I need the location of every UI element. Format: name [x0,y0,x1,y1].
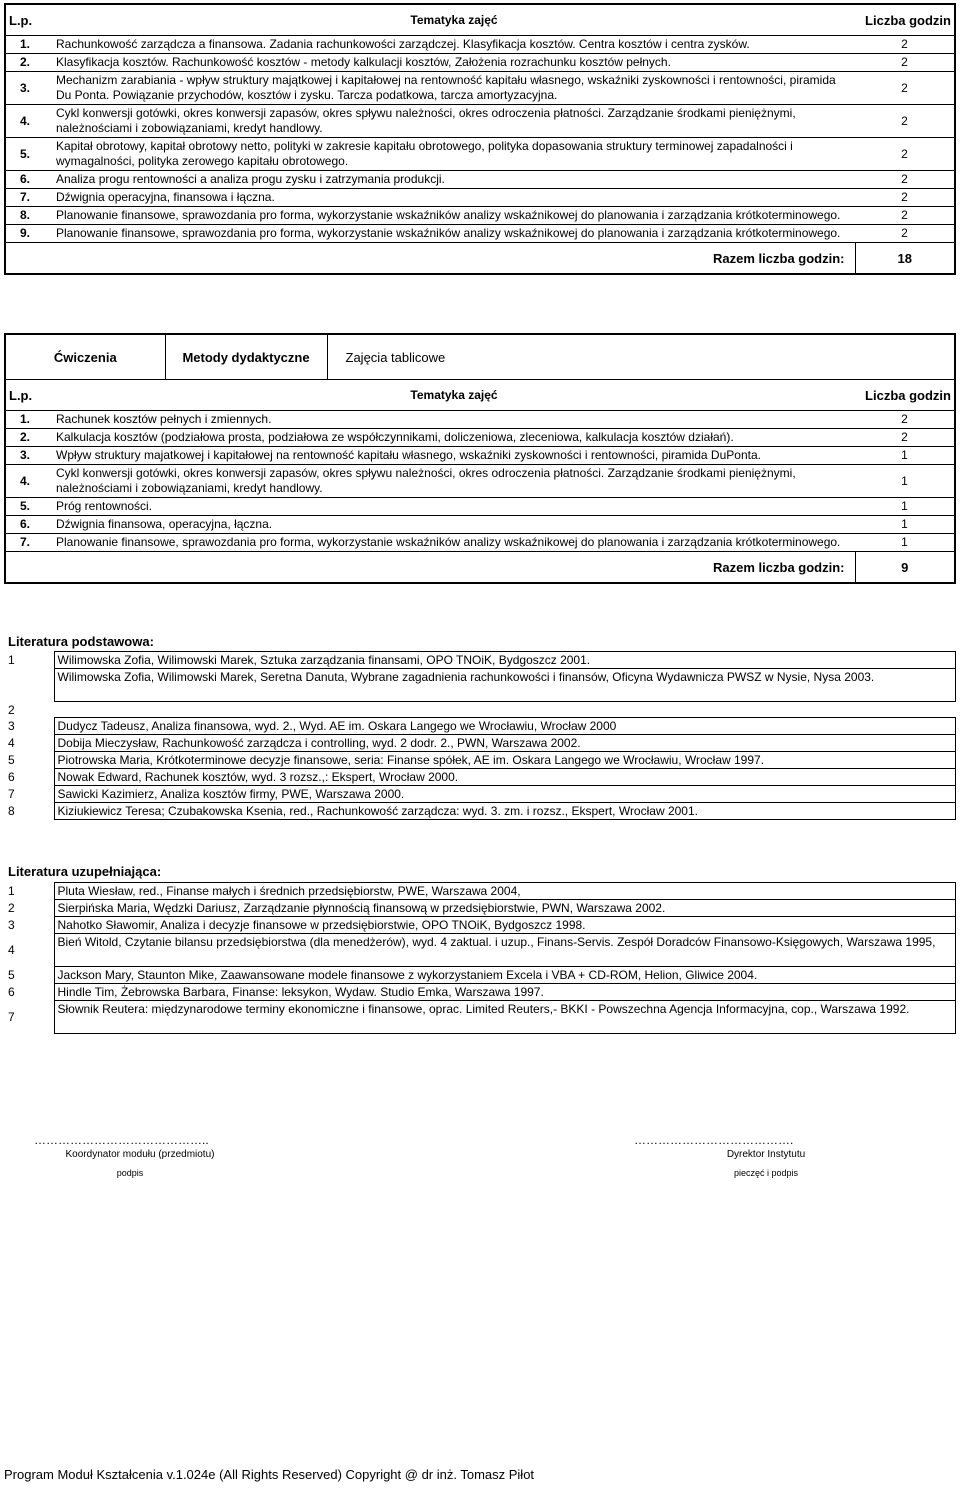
list-item [4,652,956,669]
list-item [4,669,956,702]
row-number: 6. [5,171,53,189]
list-item [4,752,956,769]
row-hours: 2 [855,429,955,447]
list-item [4,967,956,984]
list-item [4,1001,956,1034]
item-text: Hindle Tim, Żebrowska Barbara, Finanse: leksykon, Wydaw. Studio Emka, Warszawa 1997. [54,984,956,1001]
table-row [5,189,955,207]
header-topic: Tematyka zajęć [410,12,498,27]
total-row [5,552,955,584]
row-hours: 2 [855,72,955,105]
row-number: 1. [5,36,53,54]
table-row [5,534,955,552]
literature-extra-list [4,882,956,1034]
table-row [5,171,955,189]
row-topic: Planowanie finansowe, sprawozdania pro forma, wykorzystanie wskaźników analizy wskaźnikowej do planowania i zarządzania krótkoterminowego. [53,534,855,552]
row-number: 4. [5,105,53,138]
total-row [5,243,955,275]
row-topic: Planowanie finansowe, sprawozdania pro forma, wykorzystanie wskaźników analizy wskaźnikowej do planowania i zarządzania krótkoterminowego. [53,207,855,225]
table-row [5,225,955,243]
exercises-table [4,333,956,584]
tab-exercises: Ćwiczenia [5,334,165,380]
row-topic: Wpływ struktury majatkowej i kapitałowej na rentowność kapitału własnego, wskaźniki zyskowności i rentowności, piramida DuPonta. [53,447,855,465]
table-row [5,138,955,171]
item-number: 1 [8,884,15,898]
list-item [4,718,956,735]
total-label: Razem liczba godzin: [5,552,855,584]
row-hours: 2 [855,105,955,138]
row-topic: Rachunek kosztów pełnych i zmiennych. [53,411,855,429]
item-text [54,702,956,718]
item-text: Bień Witold, Czytanie bilansu przedsiębiorstwa (dla menedżerów), wyd. 4 zaktual. i uzup., Finans-Servis. Zespół Doradców Finansowo-Księgowych, Warszawa 1995, [54,934,956,967]
row-number: 1. [5,411,53,429]
row-number: 4. [5,465,53,498]
row-hours: 1 [855,447,955,465]
row-topic: Planowanie finansowe, sprawozdania pro forma, wykorzystanie wskaźników analizy wskaźnikowej do planowania i zarządzania krótkoterminowego. [53,225,855,243]
row-topic: Klasyfikacja kosztów. Rachunkowość kosztów - metody kalkulacji kosztów, Założenia rozrachunku kosztów pełnych. [53,54,855,72]
table-row [5,447,955,465]
exercises-header-row [5,380,955,411]
item-text: Jackson Mary, Staunton Mike, Zaawansowane modele finansowe z wykorzystaniem Excela i VBA + CD-ROM, Helion, Gliwice 2004. [54,967,956,984]
row-topic: Analiza progu rentowności a analiza progu zysku i zatrzymania produkcji. [53,171,855,189]
item-text: Słownik Reutera: międzynarodowe terminy ekonomiczne i finansowe, oprac. Limited Reuters,- BKKI - Powszechna Agencja Informacyjna, cop., Warszawa 1992. [54,1001,956,1034]
item-number: 7 [8,1010,15,1024]
row-hours: 2 [855,138,955,171]
row-number: 3. [5,72,53,105]
table-row [5,72,955,105]
table-row [5,54,955,72]
coordinator-sublabel: podpis [116,1168,144,1178]
signature-line-left: …………………………………….. [34,1133,209,1147]
header-hours: Liczba godzin [865,12,951,28]
list-item [4,883,956,900]
row-topic: Kalkulacja kosztów (podziałowa prosta, podziałowa ze współczynnikami, doliczeniowa, zleceniowa, kalkulacja kosztów działań). [53,429,855,447]
list-item [4,803,956,820]
literature-basic-list [4,651,956,820]
item-number: 2 [8,702,15,717]
item-number: 4 [8,943,15,957]
tab-board-classes: Zajęcia tablicowe [345,349,446,365]
item-number: 7 [8,787,15,801]
row-topic: Dźwignia operacyjna, finansowa i łączna. [53,189,855,207]
signature-line-right: …………………………………. [634,1133,794,1147]
director-sublabel: pieczęć i podpis [733,1168,799,1178]
header-lp: L.p. [9,12,33,28]
row-hours: 2 [855,189,955,207]
literature-extra-heading: Literatura uzupełniająca: [8,864,162,879]
row-topic: Cykl konwersji gotówki, okres konwersji zapasów, okres spływu należności, okres odroczenia płatności. Zarządzanie środkami pieniężnymi, należnościami i zobowiązaniami, kredyt handlowy. [53,465,855,498]
item-text: Piotrowska Maria, Krótkoterminowe decyzje finansowe, seria: Finanse spółek, AE im. Oskara Langego we Wrocławiu, Wrocław 1997. [54,752,956,769]
item-number: 3 [8,918,15,932]
item-number: 6 [8,770,15,784]
row-hours: 2 [855,225,955,243]
header-lp: L.p. [5,380,53,411]
row-number: 7. [5,189,53,207]
row-number: 2. [5,54,53,72]
row-topic: Mechanizm zarabiania - wpływ struktury majątkowej i kapitałowej na rentowność kapitału własnego, wskaźniki zyskowności i rentowności, piramida Du Ponta. Powiązanie przychodów, kosztów i zysku. Tarcza podatkowa, tarcza amortyzacyjna. [53,72,855,105]
row-topic: Próg rentowności. [53,498,855,516]
row-hours: 1 [855,465,955,498]
exercises-tabs-row [5,334,955,380]
list-item [4,735,956,752]
header-topic: Tematyka zajęć [53,380,855,411]
item-number: 8 [8,804,15,818]
item-text: Dobija Mieczysław, Rachunkowość zarządcza i controlling, wyd. 2 dodr. 2., PWN, Warszawa 2002. [54,735,956,752]
item-text: Sierpińska Maria, Wędzki Dariusz, Zarządzanie płynnością finansową w przedsiębiorstwie, PWN, Warszawa 2002. [54,900,956,917]
row-number: 5. [5,498,53,516]
item-number: 1 [8,653,15,667]
item-text: Dudycz Tadeusz, Analiza finansowa, wyd. 2., Wyd. AE im. Oskara Langego we Wrocławiu, Wrocław 2000 [54,718,956,735]
item-text: Wilimowska Zofia, Wilimowski Marek, Sztuka zarządzania finansami, OPO TNOiK, Bydgoszcz 2001. [54,652,956,669]
table-row [5,36,955,54]
row-hours: 2 [855,36,955,54]
list-item [4,984,956,1001]
row-hours: 2 [855,411,955,429]
table-row [5,105,955,138]
list-item [4,900,956,917]
list-item [4,917,956,934]
row-number: 2. [5,429,53,447]
row-hours: 2 [855,171,955,189]
item-number: 6 [8,985,15,999]
item-number [4,669,54,702]
item-text: Pluta Wiesław, red., Finanse małych i średnich przedsiębiorstw, PWE, Warszawa 2004, [54,883,956,900]
lectures-header-row [5,4,955,36]
coordinator-label: Koordynator modułu (przedmiotu) [65,1149,215,1160]
item-text: Sawicki Kazimierz, Analiza kosztów firmy, PWE, Warszawa 2000. [54,786,956,803]
header-hours: Liczba godzin [855,380,955,411]
list-item [4,769,956,786]
table-row [5,207,955,225]
list-item [4,786,956,803]
table-row [5,465,955,498]
row-number: 5. [5,138,53,171]
item-number: 3 [8,719,15,733]
row-topic: Dźwignia finansowa, operacyjna, łączna. [53,516,855,534]
row-hours: 2 [855,207,955,225]
total-value: 9 [855,552,955,584]
item-number: 2 [8,901,15,915]
row-number: 7. [5,534,53,552]
tab-methods: Metody dydaktyczne [165,334,327,380]
table-row [5,516,955,534]
row-number: 8. [5,207,53,225]
total-value: 18 [855,243,955,275]
item-number: 4 [8,736,15,750]
item-number: 5 [8,968,15,982]
row-number: 6. [5,516,53,534]
row-hours: 1 [855,498,955,516]
row-number: 3. [5,447,53,465]
list-item [4,702,956,718]
table-row [5,429,955,447]
row-hours: 2 [855,54,955,72]
row-hours: 1 [855,534,955,552]
table-row [5,498,955,516]
item-text: Nowak Edward, Rachunek kosztów, wyd. 3 rozsz.,: Ekspert, Wrocław 2000. [54,769,956,786]
literature-basic-heading: Literatura podstawowa: [8,634,154,649]
item-text: Nahotko Sławomir, Analiza i decyzje finansowe w przedsiębiorstwie, OPO TNOiK, Bydgoszcz 1998. [54,917,956,934]
footer-copyright: Program Moduł Kształcenia v.1.024e (All Rights Reserved) Copyright @ dr inż. Tomasz Piłot [4,1467,535,1482]
row-topic: Kapitał obrotowy, kapitał obrotowy netto, polityki w zakresie kapitału obrotowego, polityka dopasowania struktury terminowej zapadalności i wymagalności, polityka zerowego kapitału obrotowego. [53,138,855,171]
director-label: Dyrektor Instytutu [726,1149,806,1160]
item-text: Kiziukiewicz Teresa; Czubakowska Ksenia, red., Rachunkowość zarządcza: wyd. 3. zm. i rozsz., Ekspert, Wrocław 2001. [54,803,956,820]
row-topic: Cykl konwersji gotówki, okres konwersji zapasów, okres spływu należności, okres odroczenia płatności. Zarządzanie środkami pieniężnymi, należnościami i zobowiązaniami, kredyt handlowy. [53,105,855,138]
row-hours: 1 [855,516,955,534]
lectures-table [4,3,956,275]
row-topic: Rachunkowość zarządcza a finansowa. Zadania rachunkowości zarządczej. Klasyfikacja kosztów. Centra kosztów i centra zysków. [53,36,855,54]
item-text: Wilimowska Zofia, Wilimowski Marek, Seretna Danuta, Wybrane zagadnienia rachunkowości i finansów, Oficyna Wydawnicza PWSZ w Nysie, Nysa 2003. [54,669,956,702]
row-number: 9. [5,225,53,243]
table-row [5,411,955,429]
list-item [4,934,956,967]
item-number: 5 [8,753,15,767]
total-label: Razem liczba godzin: [5,243,855,275]
